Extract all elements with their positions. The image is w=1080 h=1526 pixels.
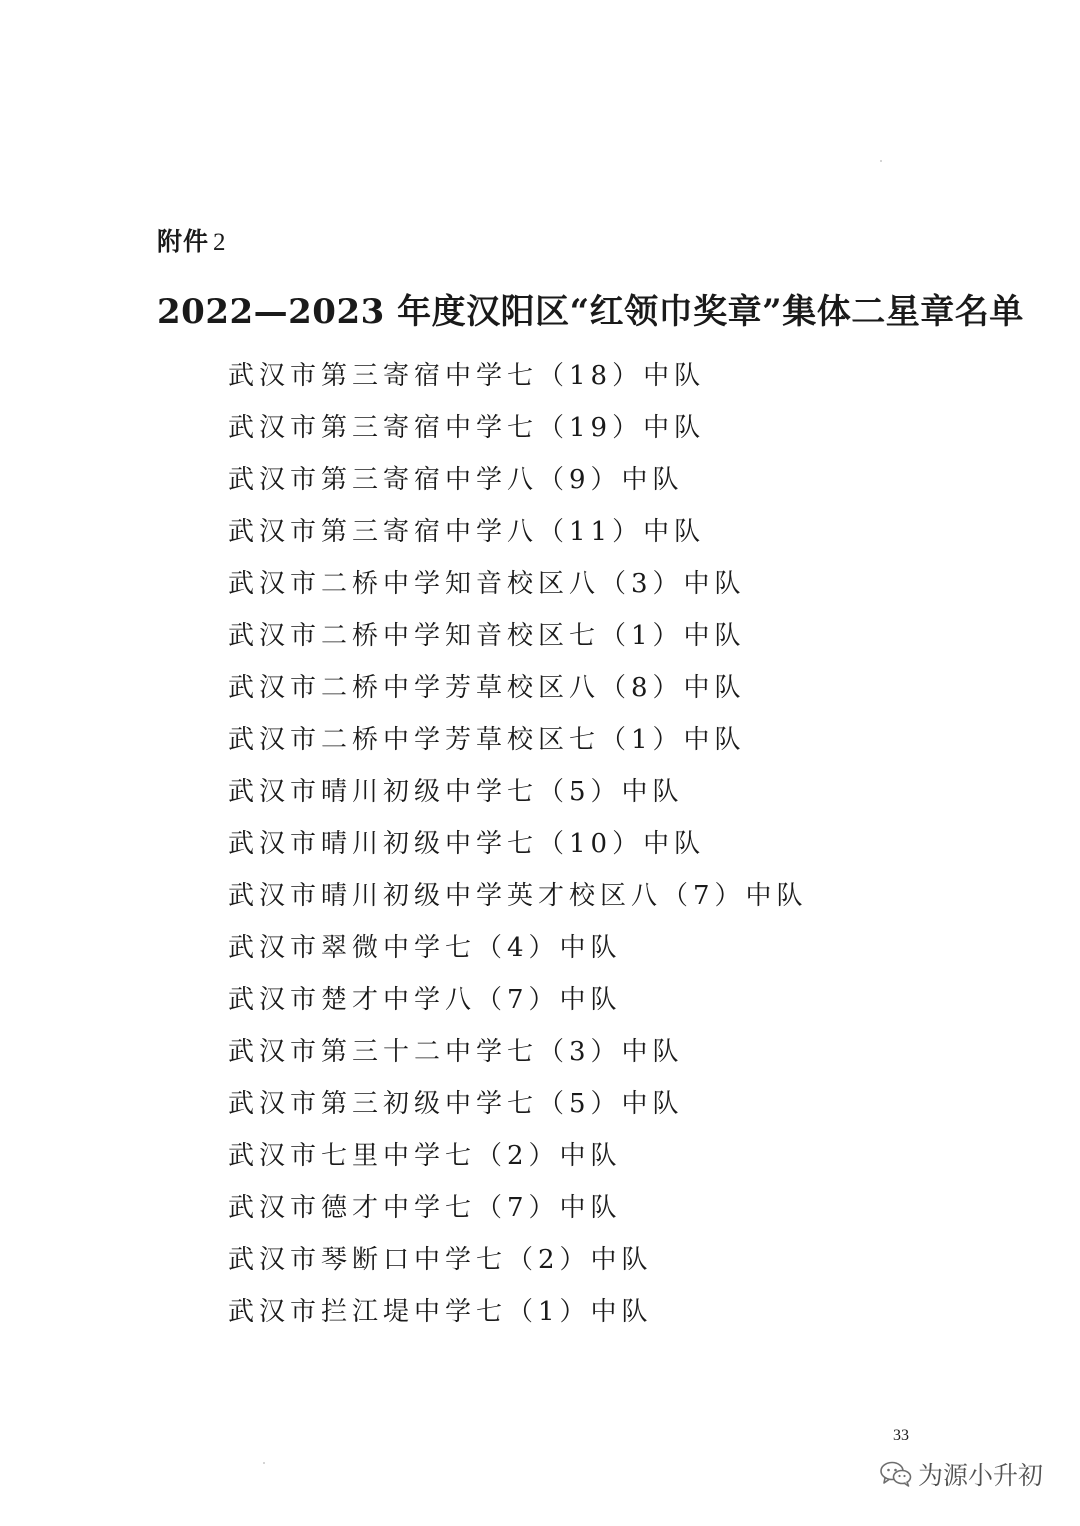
page-number: 33 [893, 1427, 909, 1444]
list-item: 武汉市德才中学七（7）中队 [228, 1193, 622, 1223]
list-item: 武汉市翠微中学七（4）中队 [228, 933, 622, 963]
scan-speck [263, 1462, 265, 1464]
list-item: 武汉市第三寄宿中学八（9）中队 [228, 465, 684, 495]
list-item: 武汉市楚才中学八（7）中队 [228, 985, 622, 1015]
list-item: 武汉市第三寄宿中学八（11）中队 [228, 517, 706, 547]
attachment-label-text: 附件 [157, 227, 210, 256]
list-item: 武汉市二桥中学知音校区七（1）中队 [228, 621, 746, 651]
honor-list [228, 356, 808, 1344]
wechat-icon [880, 1461, 912, 1487]
list-item: 武汉市二桥中学芳草校区七（1）中队 [228, 725, 746, 755]
list-item: 武汉市晴川初级中学七（10）中队 [228, 829, 706, 859]
list-item: 武汉市第三初级中学七（5）中队 [228, 1089, 684, 1119]
list-item: 武汉市第三十二中学七（3）中队 [228, 1037, 684, 1067]
document-title: 2022—2023 年度汉阳区“红领巾奖章”集体二星章名单 [157, 292, 1024, 332]
attachment-number: 2 [213, 229, 227, 256]
list-item: 武汉市第三寄宿中学七（19）中队 [228, 413, 706, 443]
list-item: 武汉市第三寄宿中学七（18）中队 [228, 361, 706, 391]
watermark-text: 为源小升初 [918, 1461, 1044, 1490]
list-item: 武汉市七里中学七（2）中队 [228, 1141, 622, 1171]
scan-speck [880, 160, 882, 162]
list-item: 武汉市晴川初级中学英才校区八（7）中队 [228, 881, 808, 911]
list-item: 武汉市二桥中学知音校区八（3）中队 [228, 569, 746, 599]
list-item: 武汉市晴川初级中学七（5）中队 [228, 777, 684, 807]
list-item: 武汉市琴断口中学七（2）中队 [228, 1245, 653, 1275]
list-item: 武汉市拦江堤中学七（1）中队 [228, 1297, 653, 1327]
watermark [880, 1456, 1043, 1492]
attachment-label [157, 222, 227, 258]
list-item: 武汉市二桥中学芳草校区八（8）中队 [228, 673, 746, 703]
